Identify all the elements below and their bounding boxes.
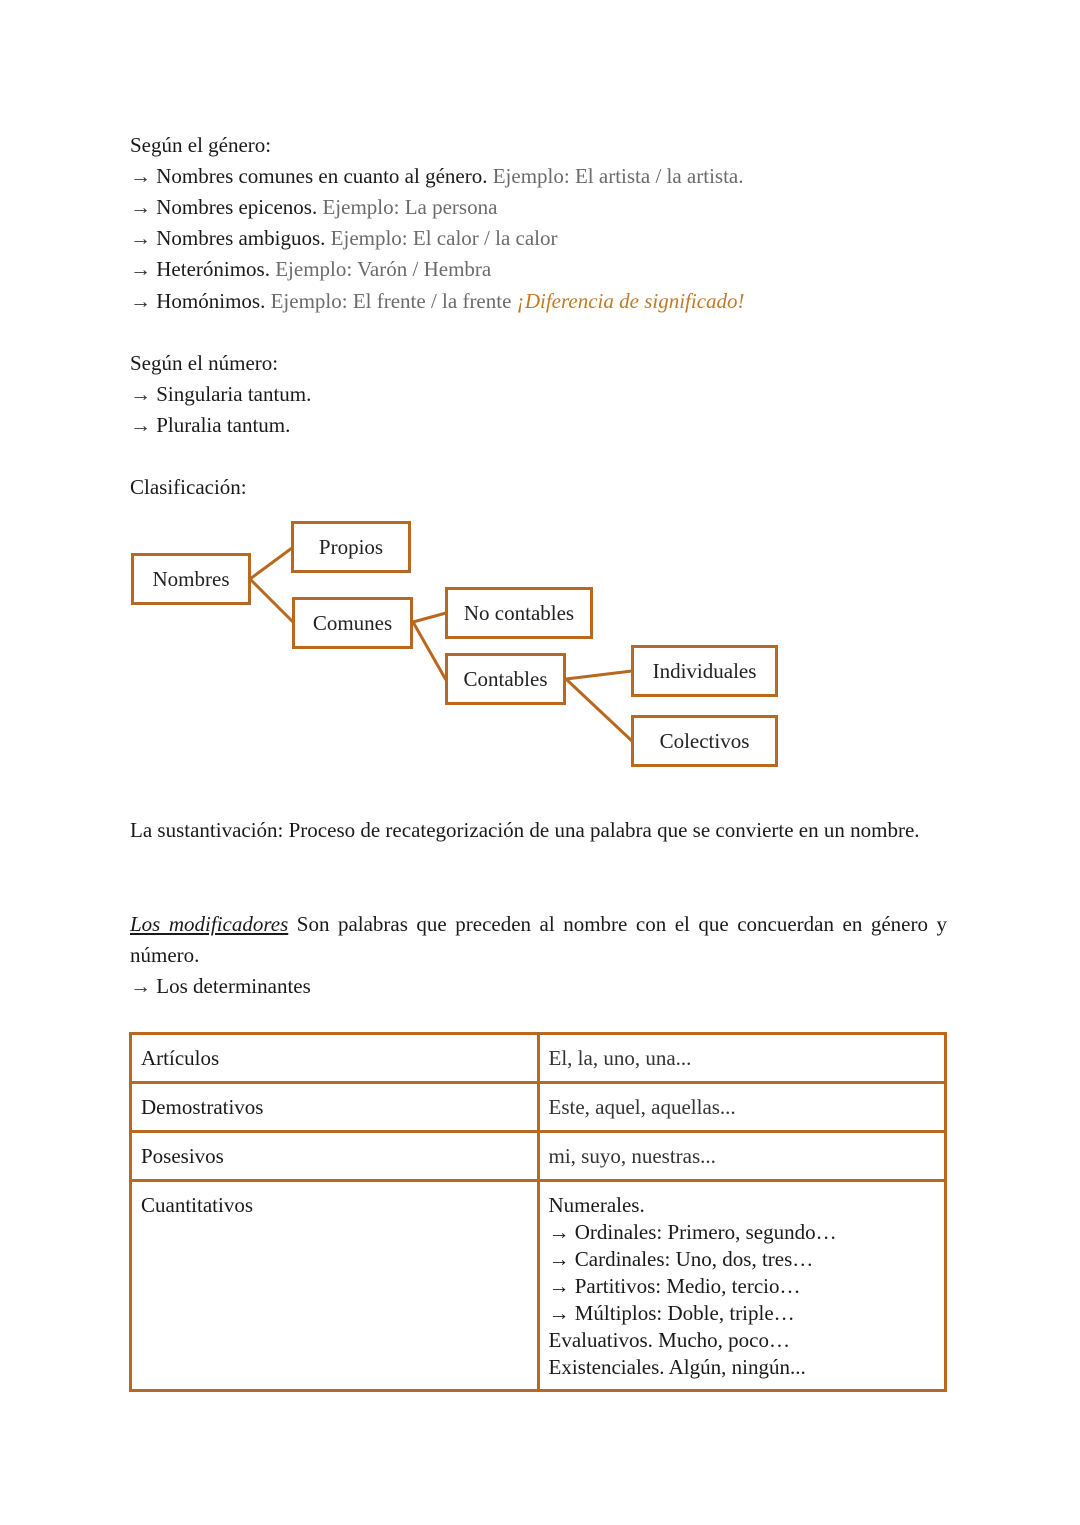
modificadores-item bbox=[130, 971, 311, 1002]
node-individuales: Individuales bbox=[631, 645, 778, 697]
table-row bbox=[131, 1034, 946, 1083]
genero-note: ¡Diferencia de significado! bbox=[516, 289, 745, 313]
arrow-icon: → bbox=[130, 226, 151, 250]
sustantivacion-paragraph: La sustantivación: Proceso de recategorización de una palabra que se convierte en un nombre. bbox=[130, 818, 920, 842]
genero-example: Ejemplo: El calor / la calor bbox=[325, 226, 558, 250]
connector-comunes-contables bbox=[413, 622, 446, 680]
genero-term: Nombres ambiguos. bbox=[156, 226, 326, 250]
evaluativos-line bbox=[549, 1327, 936, 1354]
evaluativos-value: Mucho, poco… bbox=[652, 1328, 790, 1352]
table-row bbox=[131, 1083, 946, 1132]
connector-comunes-nocontables bbox=[413, 613, 446, 622]
table-cell-value bbox=[538, 1181, 946, 1391]
node-nombres: Nombres bbox=[131, 553, 251, 605]
connector-contables-colectivos bbox=[566, 679, 632, 741]
arrow-icon: → bbox=[130, 195, 151, 219]
modificadores-heading: Los modificadores bbox=[130, 912, 289, 936]
genero-term: Heterónimos. bbox=[156, 257, 270, 281]
table-cell-label: Cuantitativos bbox=[131, 1181, 539, 1391]
genero-term: Nombres epicenos. bbox=[156, 195, 318, 219]
table-cell-value: Este, aquel, aquellas... bbox=[538, 1083, 946, 1132]
arrow-icon: → bbox=[130, 974, 151, 998]
arrow-icon: → bbox=[130, 382, 151, 406]
table-cell-label: Artículos bbox=[131, 1034, 539, 1083]
modificadores-paragraph bbox=[130, 909, 947, 971]
node-propios: Propios bbox=[291, 521, 411, 573]
numerales-subitem: → Ordinales: Primero, segundo… bbox=[548, 1220, 837, 1244]
evaluativos-term: Evaluativos. bbox=[548, 1328, 653, 1352]
clasificacion-title: Clasificación: bbox=[130, 475, 247, 499]
existenciales-term: Existenciales. bbox=[548, 1355, 665, 1379]
table-cell-value: mi, suyo, nuestras... bbox=[538, 1132, 946, 1181]
genero-term: Homónimos. bbox=[156, 289, 266, 313]
numero-term: Singularia tantum. bbox=[156, 382, 312, 406]
node-colectivos: Colectivos bbox=[631, 715, 778, 767]
modificadores-item-label: Los determinantes bbox=[156, 974, 311, 998]
genero-title: Según el género: bbox=[130, 133, 272, 157]
arrow-icon: → bbox=[130, 289, 151, 313]
numero-title: Según el número: bbox=[130, 351, 279, 375]
connector-nombres-comunes bbox=[250, 579, 293, 622]
numerales-subitem: → Cardinales: Uno, dos, tres… bbox=[548, 1247, 814, 1271]
table-cell-label: Demostrativos bbox=[131, 1083, 539, 1132]
numerales-subitem: → Partitivos: Medio, tercio… bbox=[548, 1274, 801, 1298]
arrow-icon: → bbox=[130, 413, 151, 437]
connector-contables-individuales bbox=[566, 671, 632, 679]
arrow-icon: → bbox=[130, 257, 151, 281]
table-row bbox=[131, 1181, 946, 1391]
table-row bbox=[131, 1132, 946, 1181]
existenciales-line bbox=[549, 1354, 936, 1381]
existenciales-value: Algún, ningún... bbox=[664, 1355, 806, 1379]
numero-term: Pluralia tantum. bbox=[156, 413, 291, 437]
genero-example: Ejemplo: Varón / Hembra bbox=[269, 257, 492, 281]
node-contables: Contables bbox=[445, 653, 566, 705]
node-comunes: Comunes bbox=[292, 597, 413, 649]
table-cell-value: El, la, uno, una... bbox=[538, 1034, 946, 1083]
determinantes-table bbox=[129, 1032, 947, 1392]
numerales-label: Numerales. bbox=[548, 1193, 645, 1217]
genero-example: Ejemplo: La persona bbox=[317, 195, 498, 219]
genero-term: Nombres comunes en cuanto al género. bbox=[156, 164, 488, 188]
table-cell-label: Posesivos bbox=[131, 1132, 539, 1181]
genero-example: Ejemplo: El frente / la frente bbox=[265, 289, 517, 313]
genero-example: Ejemplo: El artista / la artista. bbox=[487, 164, 744, 188]
node-no-contables: No contables bbox=[445, 587, 593, 639]
modificadores-text: Son palabras que preceden al nombre con el que concuerdan en género y número. bbox=[130, 912, 947, 967]
numerales-subitem: → Múltiplos: Doble, triple… bbox=[548, 1301, 795, 1325]
connector-nombres-propios bbox=[250, 548, 292, 579]
arrow-icon: → bbox=[130, 164, 151, 188]
